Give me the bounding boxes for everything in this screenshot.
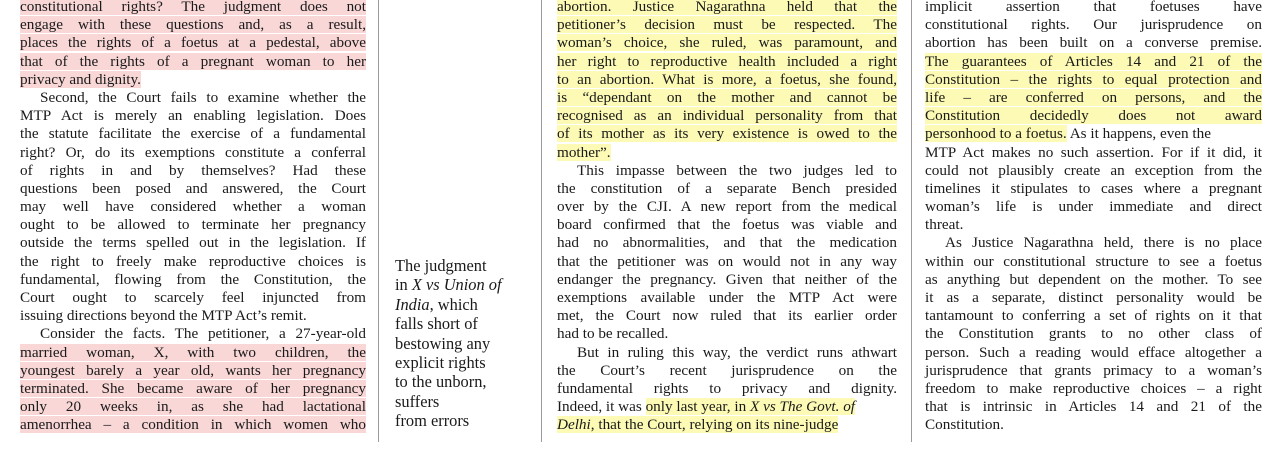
column-rule — [911, 0, 912, 442]
text-line: The guarantees of Articles 14 and 21 of the — [925, 52, 1262, 70]
text-line: of rights in and by themselves? Had these — [20, 161, 366, 179]
article-column-4 — [925, 0, 1262, 435]
text-line: to an abortion. What is more, a foetus, she found, — [557, 70, 897, 88]
text-line: married woman, X, with two children, the — [20, 343, 366, 361]
text-line: MTP Act is merely an enabling legislation. Does — [20, 107, 366, 125]
article-column-3 — [557, 0, 897, 435]
text-line: constitutional rights? The judgment does not — [20, 0, 366, 15]
text-line: engage with these questions and, as a result, — [20, 16, 366, 34]
pull-quote-line: falls short of — [395, 314, 478, 334]
text-line: privacy and dignity. — [20, 70, 141, 88]
text-line: freedom to make reproductive choices – a right — [925, 379, 1262, 397]
highlighted-text: , that the Court, relying on its nine-judge — [590, 416, 839, 434]
text-line: woman’s life is under immediate and direct — [925, 198, 1262, 216]
text-line: is “dependant on the mother and cannot be — [557, 88, 897, 106]
text-line: ought to be allowed to terminate her pregnancy — [20, 216, 366, 234]
text-line: Indeed, it was — [557, 398, 646, 416]
text-line: terminated. She became aware of her pregnancy — [20, 379, 366, 397]
text-line: implicit assertion that foetuses have — [925, 0, 1262, 15]
text-line: only 20 weeks in, as she had lactational — [20, 398, 366, 416]
text-line: it as a separate, distinct personality would be — [925, 289, 1262, 306]
text-line: This impasse between the two judges led to — [577, 161, 897, 179]
pull-quote-line: in — [395, 275, 412, 295]
text-line: her right to reproductive health included a right — [557, 52, 897, 70]
text-line: MTP Act makes no such assertion. For if it did, it — [925, 143, 1262, 161]
text-line: As Justice Nagarathna held, there is no place — [945, 234, 1262, 252]
text-line: may well have considered whether a woman — [20, 198, 366, 216]
text-line: over by the CJI. A new report from the medical — [557, 198, 897, 216]
text-line: constitutional rights. Our jurisprudence on — [925, 16, 1262, 34]
text-line: board confirmed that the foetus was viable and — [557, 216, 897, 234]
text-line: youngest barely a year old, wants her pregnancy — [20, 361, 366, 379]
text-line: the right to freely make reproductive choices is — [20, 252, 366, 270]
text-line: mother”. — [557, 143, 611, 161]
text-line: that is intrinsic in Articles 14 and 21 of the — [925, 398, 1262, 416]
text-line: life – are conferred on persons, and the — [925, 88, 1262, 106]
text-line: Court ought to scarcely feel injuncted from — [20, 289, 366, 306]
text-line: the statute facilitate the exercise of a fundamental — [20, 125, 366, 143]
pull-quote-line: suffers — [395, 391, 440, 411]
text-line: Constitution – the rights to equal protection and — [925, 70, 1262, 88]
text-line: fundamental rights to privacy and dignity. — [557, 379, 897, 397]
text-line: threat. — [925, 216, 964, 234]
text-line: questions been posed and answered, the Court — [20, 179, 366, 197]
text-line: the Court’s recent jurisprudence on the — [557, 361, 897, 379]
text-line: as anything but dependent on the mother. To see — [925, 270, 1262, 288]
text-line: within our constitutional structure to see a foetus — [925, 252, 1262, 270]
text-line: of its mother as its very existence is owed to the — [557, 125, 897, 143]
text-line: woman’s choice, she ruled, was paramount, and — [557, 34, 897, 52]
text-line: fundamental, flowing from the Constitution, the — [20, 270, 366, 288]
text-line: could not plausibly create an exception from the — [925, 161, 1262, 179]
text-line: Constitution decidedly does not award — [925, 107, 1262, 125]
text-line: tantamount to conferring a set of rights on it that — [925, 307, 1262, 325]
text-line: amenorrhea – a condition in which women who — [20, 416, 366, 434]
pull-quote-line: , which — [429, 294, 478, 314]
highlighted-text: only last year, in — [645, 398, 750, 416]
pull-quote — [395, 256, 527, 431]
text-line: petitioner’s decision must be respected. The — [557, 16, 897, 34]
text-line: the Constitution grants to no other class of — [925, 325, 1262, 343]
text-line: Consider the facts. The petitioner, a 27-year-old — [40, 325, 366, 343]
text-line: As it happens, even the — [1066, 125, 1211, 143]
text-line: issuing directions beyond the MTP Act’s remit. — [20, 307, 307, 325]
pull-quote-case-name: India — [395, 294, 430, 314]
text-line: outside the terms spelled out in the legislation. If — [20, 234, 366, 252]
text-line: right? Or, do its exemptions constitute a conferral — [20, 143, 366, 161]
pull-quote-line: The judgment — [395, 256, 487, 275]
pull-quote-line: to the unborn, — [395, 372, 487, 392]
text-line: endanger the pregnancy. Given that neither of the — [557, 270, 897, 288]
text-line: abortion has been built on a converse premise. — [925, 34, 1262, 52]
highlighted-text: personhood to a foetus. — [925, 125, 1067, 143]
text-line: jurisprudence that grants primacy to a woman’s — [925, 361, 1262, 379]
pull-quote-line: from errors — [395, 411, 470, 431]
text-line: the constitution of a separate Bench presided — [557, 179, 897, 197]
case-name: X vs The Govt. of — [750, 398, 856, 416]
text-line: timelines it stipulates to cases where a pregnant — [925, 179, 1262, 197]
text-line: places the rights of a foetus at a pedestal, above — [20, 34, 366, 52]
text-line: that the petitioner was on would not in any way — [557, 252, 897, 270]
text-line: met, the Court now ruled that its earlier order — [557, 307, 897, 325]
text-line: had to be recalled. — [557, 325, 669, 343]
article-column-1 — [20, 0, 366, 435]
pull-quote-line: explicit rights — [395, 352, 486, 372]
column-rule — [541, 0, 542, 442]
case-name: Delhi — [557, 416, 591, 434]
text-line: that of the rights of a pregnant woman to her — [20, 52, 366, 70]
text-line: Constitution. — [925, 416, 1004, 434]
pull-quote-line: bestowing any — [395, 333, 491, 353]
text-line: had no abnormalities, and that the medication — [557, 234, 897, 252]
text-line: exemptions available under the MTP Act were — [557, 289, 897, 306]
text-line: recognised as an individual personality from that — [557, 107, 897, 125]
text-line: person. Such a reading would efface altogether a — [925, 343, 1262, 361]
text-line: But in ruling this way, the verdict runs athwart — [577, 343, 897, 361]
text-line: Second, the Court fails to examine whether the — [40, 88, 366, 106]
text-line: abortion. Justice Nagarathna held that the — [557, 0, 897, 15]
pull-quote-case-name: X vs Union of — [411, 275, 502, 295]
column-rule — [378, 0, 379, 442]
